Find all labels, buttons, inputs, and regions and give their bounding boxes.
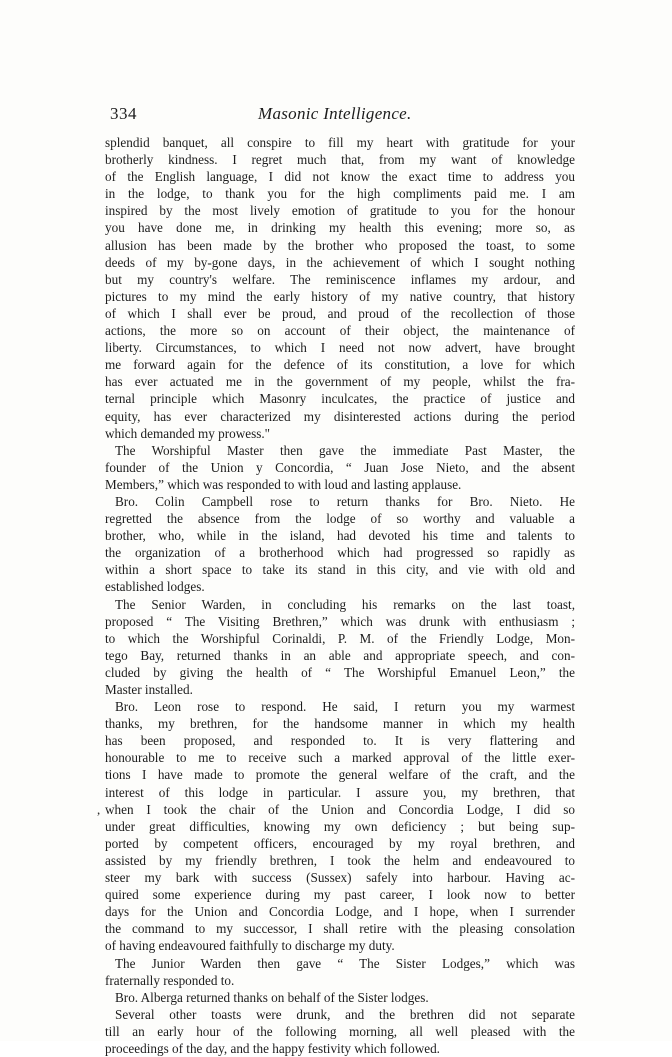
text-line: Master installed. (105, 682, 193, 697)
text-line: you have done me, in drinking my health this evening; more so, as (105, 220, 575, 236)
text-line: splendid banquet, all conspire to fill my heart with gratitude for your (105, 135, 575, 150)
text-line: actions, the more so on account of their object, the maintenance of (105, 323, 575, 339)
text-line: thanks, my brethren, for the handsome manner in which my health (105, 716, 575, 732)
text-line: The Senior Warden, in concluding his remarks on the last toast, (115, 596, 575, 612)
text-line: fraternally responded to. (105, 972, 235, 988)
text-line: Members,” which was responded to with loud and lasting applause. (105, 476, 462, 492)
text-line: Bro. Alberga returned thanks on behalf of the Sister lodges. (115, 989, 429, 1005)
text-line: the organization of a brotherhood which had progressed so rapidly as (105, 545, 575, 561)
text-line: inspired by the most lively emotion of gratitude to you for the honour (105, 203, 575, 219)
text-line: but my country's welfare. The reminiscence inflames my ardour, and (105, 271, 575, 287)
text-line: allusion has been made by the brother who proposed the toast, to some (105, 237, 575, 253)
text-line: ternal principle which Masonry inculcates, the practice of justice and (105, 391, 575, 407)
body-text (97, 134, 575, 1057)
text-line: assisted by my friendly brethren, I took the helm and endeavoured to (105, 852, 575, 868)
text-line: has been proposed, and responded to. It is very flattering and (105, 733, 575, 749)
text-line: steer my bark with success (Sussex) safely into harbour. Having ac- (105, 870, 575, 886)
text-line: me forward again for the defence of its constitution, a love for which (105, 357, 575, 373)
text-line: cluded by giving the health of “ The Worshipful Emanuel Leon,” the (105, 664, 575, 680)
text-line: Several other toasts were drunk, and the brethren did not separate (115, 1006, 575, 1022)
text-line: interest of this lodge in particular. I assure you, my brethren, that (105, 784, 575, 800)
margin-mark: , (97, 801, 101, 817)
running-title: Masonic Intelligence. (258, 104, 412, 123)
text-line: of having endeavoured faithfully to discharge my duty. (105, 938, 395, 954)
text-line: tions I have made to promote the general welfare of the craft, and the (105, 767, 575, 783)
text-line: tego Bay, returned thanks in an able and appropriate speech, and con- (105, 647, 575, 663)
text-line: the command to my successor, I shall retire with the pleasing consolation (105, 921, 575, 937)
text-line: equity, has ever characterized my disinterested actions during the period (105, 408, 575, 424)
text-line: till an early hour of the following morning, all well pleased with the (105, 1023, 575, 1039)
text-line: under great difficulties, knowing my own deficiency ; but being sup- (105, 818, 575, 834)
text-line: of the English language, I did not know the exact time to address you (105, 169, 575, 185)
running-head (110, 104, 562, 126)
text-line: liberty. Circumstances, to which I need not now advert, have brought (105, 340, 575, 356)
text-line: proposed “ The Visiting Brethren,” which was drunk with enthusiasm ; (105, 613, 575, 629)
text-line: honourable to me to receive such a marked approval of the little exer- (105, 750, 575, 766)
text-line: to which the Worshipful Corinaldi, P. M. of the Friendly Lodge, Mon- (105, 630, 575, 646)
text-line: when I took the chair of the Union and Concordia Lodge, I did so (105, 801, 575, 817)
text-line: ported by competent officers, encouraged by my royal brethren, and (105, 835, 575, 851)
text-line: brother, who, while in the island, had devoted his time and talents to (105, 528, 575, 544)
text-line: established lodges. (105, 579, 205, 595)
text-line: The Junior Warden then gave “ The Sister Lodges,” which was (115, 955, 575, 971)
text-line: The Worshipful Master then gave the immediate Past Master, the (115, 442, 575, 458)
text-line: which demanded my prowess." (105, 425, 271, 441)
text-line: brotherly kindness. I regret much that, from my want of knowledge (105, 152, 575, 168)
text-line: proceedings of the day, and the happy festivity which followed. (105, 1040, 440, 1056)
text-line: founder of the Union y Concordia, “ Juan Jose Nieto, and the absent (105, 459, 575, 475)
text-line: in the lodge, to thank you for the high compliments paid me. I am (105, 186, 575, 202)
text-line: regretted the absence from the lodge of so worthy and valuable a (105, 511, 575, 527)
text-line: quired some experience during my past career, I look now to better (105, 887, 575, 903)
text-line: of which I shall ever be proud, and proud of the recollection of those (105, 305, 575, 321)
text-line: Bro. Leon rose to respond. He said, I return you my warmest (115, 699, 575, 715)
text-line: deeds of my by-gone days, in the achievement of which I sought nothing (105, 254, 575, 270)
text-line: Bro. Colin Campbell rose to return thanks for Bro. Nieto. He (115, 493, 575, 509)
text-line: pictures to my mind the early history of my native country, that history (105, 288, 575, 304)
page-number: 334 (110, 104, 137, 123)
text-line: within a short space to take its stand in this city, and vie with old and (105, 562, 575, 578)
text-line: days for the Union and Concordia Lodge, and I hope, when I surrender (105, 904, 575, 920)
text-line: has ever actuated me in the government of my people, whilst the fra- (105, 374, 575, 390)
